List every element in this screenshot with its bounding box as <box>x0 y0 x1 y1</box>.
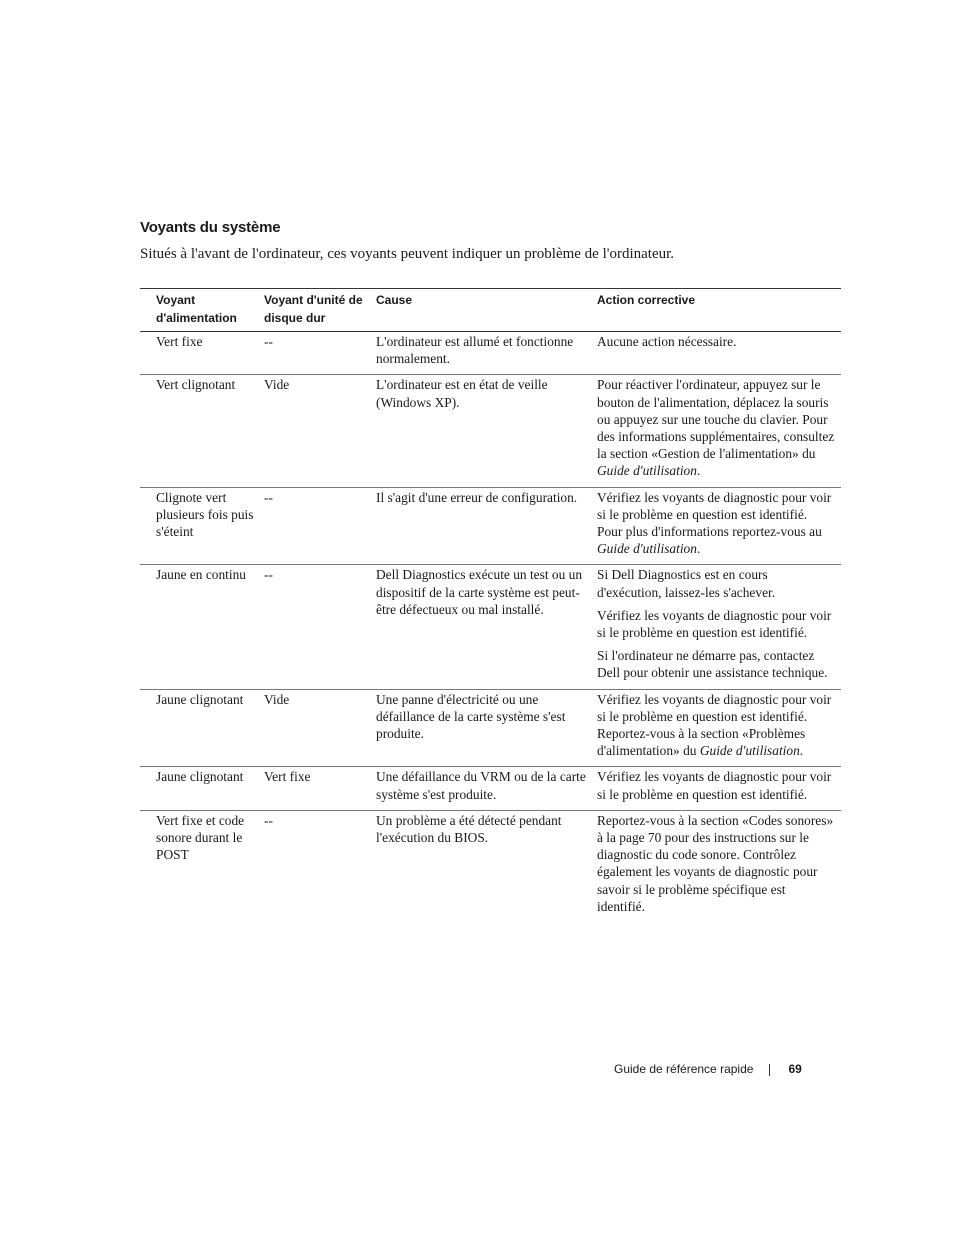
header-hdd-light: Voyant d'unité de disque dur <box>264 289 376 332</box>
cell-power-light: Jaune en continu <box>140 565 264 689</box>
action-paragraph: Reportez-vous à la section «Codes sonores» à la page 70 pour des instructions sur le diagnostic du code sonore. Contrôlez également les voyants de diagnostic pour savoir si le problème spécifique est identifié. <box>597 812 834 914</box>
table-header-row <box>140 289 841 332</box>
cell-hdd-light: -- <box>264 812 273 828</box>
book-title: Guide de référence rapide <box>614 1062 754 1076</box>
section-intro: Situés à l'avant de l'ordinateur, ces voyants peuvent indiquer un problème de l'ordinateur. <box>140 246 675 262</box>
action-paragraph: Vérifiez les voyants de diagnostic pour voir si le problème en question est identifié. <box>597 769 832 802</box>
table-body <box>140 332 841 923</box>
cell-corrective-action <box>597 689 841 767</box>
action-paragraph: Aucune action nécessaire. <box>597 334 737 349</box>
page-footer <box>614 1062 814 1076</box>
table-row <box>140 375 841 487</box>
cell-corrective-action <box>597 810 841 922</box>
cell-power-light: Vert fixe et code sonore durant le POST <box>156 812 245 863</box>
cell-power-light: Clignote vert plusieurs fois puis s'éteint <box>140 487 264 565</box>
footer-separator <box>769 1064 770 1076</box>
cell-corrective-action <box>597 767 841 810</box>
cell-hdd-light: -- <box>264 332 376 375</box>
cell-power-light: Vert fixe <box>140 332 264 375</box>
cell-cause: L'ordinateur est en état de veille (Windows XP). <box>376 375 597 487</box>
table-row <box>140 565 841 689</box>
cell-cause: Un problème a été détecté pendant l'exécution du BIOS. <box>376 812 562 846</box>
action-paragraph: Pour réactiver l'ordinateur, appuyez sur le bouton de l'alimentation, déplacez la souris ou appuyez sur une touche du clavier. Pour des informations supplémentaires, consultez la section «Gestion de l'alimentation» du Guide d'utilisation. <box>597 377 835 479</box>
action-paragraph: Vérifiez les voyants de diagnostic pour voir si le problème en question est identifié. Reportez-vous à la section «Problèmes d'alimentation» du Guide d'utilisation. <box>597 691 832 759</box>
cell-power-light: Jaune clignotant <box>140 689 264 767</box>
cell-corrective-action <box>597 375 841 487</box>
header-cause: Cause <box>376 289 597 332</box>
cell-cause: Une défaillance du VRM ou de la carte système s'est produite. <box>376 767 597 810</box>
cell-corrective-action <box>597 332 841 375</box>
cell-hdd-light: Vide <box>264 375 376 487</box>
header-corrective-action: Action corrective <box>597 289 841 332</box>
action-paragraph: Vérifiez les voyants de diagnostic pour voir si le problème en question est identifié. Pour plus d'informations reportez-vous au Guide d'utilisation. <box>597 489 832 557</box>
cell-hdd-light: Vide <box>264 689 376 767</box>
cell-hdd-light: Vert fixe <box>264 767 376 810</box>
cell-corrective-action <box>597 487 841 565</box>
table-row <box>140 332 841 375</box>
table-row <box>140 810 841 922</box>
table-row <box>140 487 841 565</box>
system-lights-table <box>140 288 841 922</box>
cell-cause: Il s'agit d'une erreur de configuration. <box>376 487 597 565</box>
section-title: Voyants du système <box>140 219 281 236</box>
cell-power-light: Jaune clignotant <box>140 767 264 810</box>
header-power-light: Voyant d'alimentation <box>140 289 264 332</box>
table-row <box>140 689 841 767</box>
action-paragraph: Si l'ordinateur ne démarre pas, contactez Dell pour obtenir une assistance technique. <box>597 648 828 681</box>
cell-cause: Une panne d'électricité ou une défaillance de la carte système s'est produite. <box>376 689 597 767</box>
cell-cause: Dell Diagnostics exécute un test ou un dispositif de la carte système est peut-être défectueux ou mal installé. <box>376 565 597 689</box>
page-number: 69 <box>788 1062 802 1076</box>
action-paragraph: Si Dell Diagnostics est en cours d'exécution, laissez-les s'achever. <box>597 567 776 600</box>
cell-hdd-light: -- <box>264 565 376 689</box>
cell-corrective-action <box>597 565 841 689</box>
table-row <box>140 767 841 810</box>
cell-hdd-light: -- <box>264 487 376 565</box>
cell-cause: L'ordinateur est allumé et fonctionne normalement. <box>376 332 597 375</box>
action-paragraph: Vérifiez les voyants de diagnostic pour voir si le problème en question est identifié. <box>597 607 832 641</box>
cell-power-light: Vert clignotant <box>140 375 264 487</box>
